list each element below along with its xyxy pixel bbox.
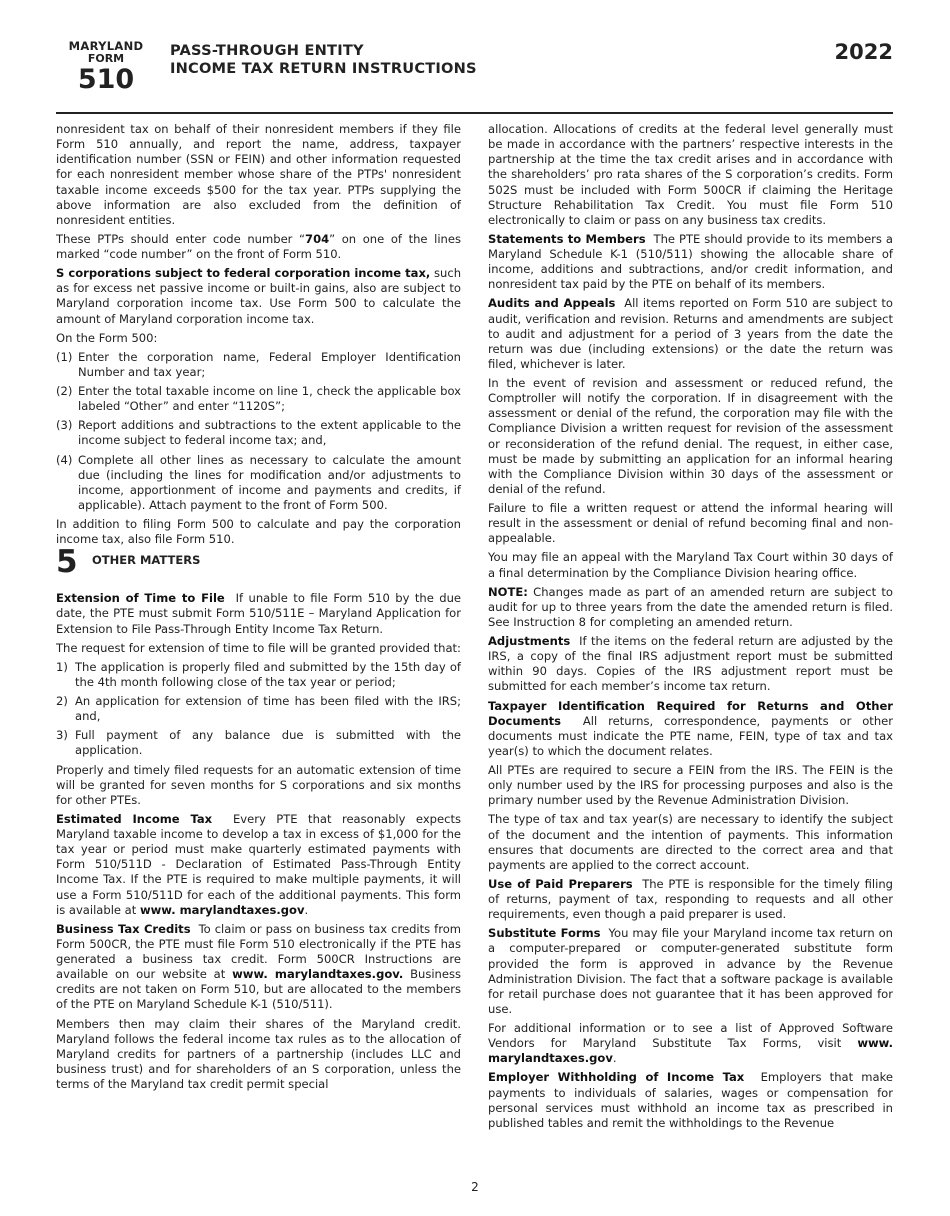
title-line-1: PASS-THROUGH ENTITY [170,42,364,59]
note-label: NOTE: [488,584,528,599]
list-number: (4) [56,452,73,467]
subheading: Audits and Appeals [488,296,616,311]
tax-year: 2022 [834,40,893,64]
paragraph: The type of tax and tax year(s) are necessary to identify the subject of the document and the intention of payments. This information ensures that documents are directed to the correct area and that payments are applied to the correct account. [488,812,893,872]
text: The PTE is responsible for the timely filing of returns, payment of tax, responding to requests and all other requirements, even though a paid preparer is used. [488,876,893,922]
text: To claim or pass on business tax credits from Form 500CR, the PTE must file Form 510 electronically if the PTE has generated a business tax credit. Form 500CR Instructions are available on our website at [56,921,462,982]
text: Every PTE that reasonably expects Maryland taxable income to develop a tax in excess of $1,000 for the tax year or period must make quarterly estimated payments with Form 510/511D - Declaration of Estimated Pass-Through Entity Income Tax. If the PTE is required to make multiple payments, it will use a Form 510/511D for each of the additional payments. This form is available at [56,811,461,917]
list-number: (2) [56,384,73,398]
paragraph: In addition to filing Form 500 to calculate and pay the corporation income tax, also file Form 510. [56,517,461,547]
page-title [170,42,477,78]
section-title: OTHER MATTERS [92,553,201,568]
subheading: Use of Paid Preparers [488,876,633,891]
page-header [56,36,893,114]
form-identifier [66,40,146,93]
list-item [56,453,461,514]
section-number: 5 [56,544,78,581]
paragraph: You may file an appeal with the Maryland Tax Court within 30 days of a final determination by the Compliance Division hearing office. [488,550,893,580]
subheading: Business Tax Credits [56,921,191,936]
form500-steps [56,350,461,513]
list-text: An application for extension of time has been filed with the IRS; and, [75,694,461,724]
left-column [56,122,461,1096]
list-number: (3) [56,418,73,433]
paragraph [488,585,893,630]
text: All returns, correspondence, payments or other documents must indicate the PTE name, FEIN, type of tax and tax year(s) to which the document relates. [488,713,893,758]
section-heading [56,544,461,585]
list-item [56,350,461,380]
form-label: FORM [87,51,125,65]
list-number: 3) [56,728,68,743]
paragraph: All PTEs are required to secure a FEIN from the IRS. The FEIN is the only number used by the IRS for processing purposes and also is the primary number used by the Revenue Administration Division. [488,763,893,808]
text: If the items on the federal return are adjusted by the IRS, a copy of the final IRS adjustment report must be submitted within 90 days. Copies of the IRS adjustment report must be submitted for each member’s income tax return. [488,634,893,694]
website-link[interactable]: www. marylandtaxes.gov [488,1036,893,1066]
text: All items reported on Form 510 are subject to audit, verification and revision. Returns and amendments are subject to audit and adjustment for a period of 3 years from the date the return was due (including extensions) or the date the return was filed, whichever is later. [488,296,893,371]
text: . [304,902,309,917]
page-number: 2 [471,1180,479,1194]
subheading: S corporations subject to federal corporation income tax, [56,266,431,281]
paragraph [56,266,461,327]
paragraph [488,699,893,760]
list-item [56,418,461,448]
list-text: Enter the total taxable income on line 1, check the applicable box labeled “Other” and enter “1120S”; [78,384,461,414]
paragraph: On the Form 500: [56,330,158,345]
list-number: 1) [56,659,68,674]
text: For additional information or to see a list of Approved Software Vendors for Maryland Substitute Tax Forms, visit [488,1021,893,1051]
website-link[interactable]: www. marylandtaxes.gov [139,902,305,917]
form-state: MARYLAND [68,39,144,53]
paragraph [488,877,893,922]
code-number: 704 [305,231,330,246]
list-text: Enter the corporation name, Federal Employer Identification Number and tax year; [78,349,461,379]
text: These PTPs should enter code number “ [56,231,306,246]
list-item [56,384,461,414]
paragraph: Properly and timely filed requests for an automatic extension of time will be granted for seven months for S corporations and six months for other PTEs. [56,762,461,807]
text: Business credits are not taken on Form 510, but are allocated to the members of the PTE on Maryland Schedule K-1 (510/511). [56,967,461,1012]
list-text: Report additions and subtractions to the extent applicable to the income subject to federal income tax; and, [78,418,461,448]
list-item [56,728,461,758]
paragraph [56,232,461,262]
paragraph [56,922,461,1013]
paragraph: nonresident tax on behalf of their nonresident members if they file Form 510 annually, and report the name, address, taxpayer identification number (SSN or FEIN) and other information requested for each nonresident member whose share of the PTPs' nonresident taxable income exceeds $500 for the tax year. PTPs supplying the above information are also excluded from the definition of nonresident entities. [56,122,461,227]
form-number: 510 [77,63,135,95]
paragraph [488,634,893,695]
paragraph [56,812,461,918]
paragraph [488,1021,893,1066]
list-item [56,660,461,690]
paragraph: allocation. Allocations of credits at the federal level generally must be made in accordance with the partners’ respective interests in the partnership at the time the tax credit arises and in accordance with the shareholders’ pro rata shares of the S corporation’s credits. Form 502S must be included with Form 500CR if claiming the Heritage Structure Rehabilitation Tax Credit. You must file Form 510 electronically to claim or pass on any business tax credits. [488,122,893,227]
paragraph: Failure to file a written request or attend the informal hearing will result in the assessment or denial of refund becoming final and non-appealable. [488,501,893,546]
website-link[interactable]: www. marylandtaxes.gov. [232,967,404,982]
text: Employers that make payments to individuals of salaries, wages or compensation for personal services must withhold an income tax as prescribed in published tables and remit the withholdings to the Revenue [488,1070,894,1130]
text: If unable to file Form 510 by the due date, the PTE must submit Form 510/511E – Maryland Application for Extension to File Pass-Through Entity Income Tax Return. [56,591,462,636]
list-number: 2) [56,694,68,708]
list-text: The application is properly filed and submitted by the 15th day of the 4th month following close of the tax year or period; [75,659,461,689]
paragraph: The request for extension of time to file will be granted provided that: [56,640,461,655]
subheading: Employer Withholding of Income Tax [488,1070,745,1085]
text: . [612,1051,617,1066]
subheading: Extension of Time to File [56,591,225,606]
list-text: Full payment of any balance due is submitted with the application. [75,728,461,758]
list-text: Complete all other lines as necessary to calculate the amount due (including the lines for modification and/or adjustments to income, apportionment of income and payments and credits, if applicable). Attach payment to the front of Form 500. [78,452,461,512]
paragraph [488,232,893,293]
paragraph [488,296,893,372]
text: The PTE should provide to its members a Maryland Schedule K-1 (510/511) showing the allocable share of income, additions and subtractions, and/or credit information, and nonresident tax paid by the PTE on behalf of its members. [488,231,893,292]
subheading: Statements to Members [488,231,646,246]
right-column [488,122,893,1135]
paragraph [488,1070,893,1131]
subheading: Taxpayer Identification Required for Returns and Other Documents [488,698,893,728]
text: Changes made as part of an amended return are subject to audit for up to three years from the date the amended return is filed. See Instruction 8 for completing an amended return. [488,584,893,629]
paragraph [488,926,893,1017]
paragraph: In the event of revision and assessment or reduced refund, the Comptroller will notify the corporation. If in disagreement with the assessment or denial of the refund, the corporation may file with the Compliance Division a written request for revision of the assessment or reconsideration of the refund denial. The request, in either case, must be made by submitting an application for an informal hearing with the Compliance Division within 30 days of the assessment or denial of the refund. [488,376,893,496]
subheading: Estimated Income Tax [56,811,213,826]
paragraph: Members then may claim their shares of the Maryland credit. Maryland follows the federal income tax rules as to the allocation of Maryland credits for partners of a partnership (includes LLC and business trust) and for shareholders of an S corporation, unless the terms of the Maryland tax credit permit special [56,1016,461,1091]
text: ” on one of the lines marked “code number” on the front of Form 510. [56,231,461,261]
title-line-2: INCOME TAX RETURN INSTRUCTIONS [170,60,477,78]
subheading: Substitute Forms [488,926,601,941]
text: such as for excess net passive income or built-in gains, also are subject to Maryland corporation income tax. Use Form 500 to calculate the amount of Maryland corporation income tax. [56,266,462,326]
subheading: Adjustments [488,634,571,648]
list-item [56,694,461,724]
list-number: (1) [56,349,73,364]
extension-conditions [56,660,461,759]
text: You may file your Maryland income tax return on a computer-prepared or computer-generated substitute form provided the form is approved in advance by the Revenue Administration Division. The fact that a software package is available for retail purchase does not guarantee that it has been approved for use. [488,926,894,1016]
paragraph [56,591,461,636]
